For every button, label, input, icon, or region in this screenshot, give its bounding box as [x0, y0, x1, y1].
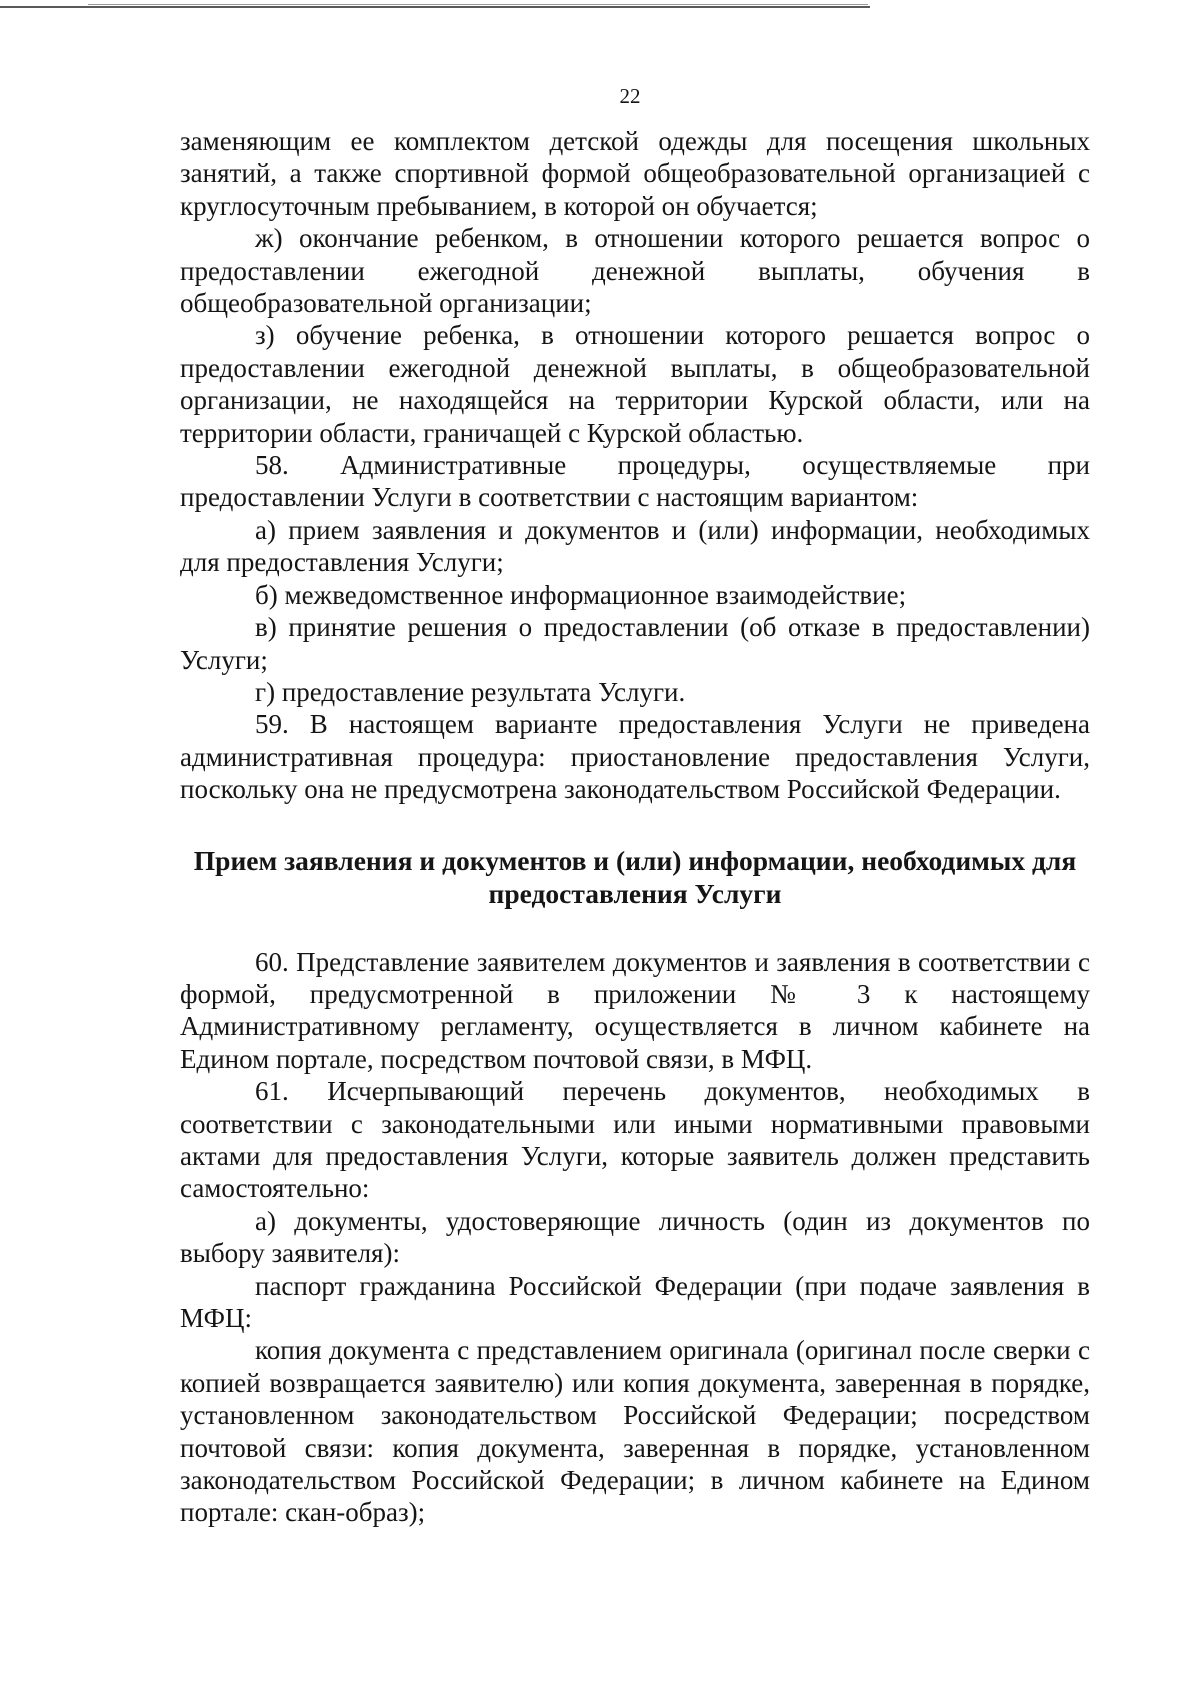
paragraph-60: 60. Представление заявителем документов и заявления в соответствии с формой, предусмотренной в приложении № 3 к настоящему Административному регламенту, осуществляется в личном кабинете на Едином портале, посредством почтовой связи, в МФЦ. — [180, 946, 1090, 1074]
paragraph-61-a: а) документы, удостоверяющие личность (один из документов по выбору заявителя): — [180, 1205, 1090, 1269]
document-body — [180, 125, 1090, 1529]
paragraph-59: 59. В настоящем варианте предоставления Услуги не приведена административная процедура: приостановление предоставления Услуги, поскольку она не предусмотрена законодательством Российской Федерации. — [180, 709, 1090, 805]
paragraph-item-zh: ж) окончание ребенком, в отношении которого решается вопрос о предоставлении ежегодной денежной выплаты, обучения в общеобразовательной организации; — [180, 223, 1090, 319]
paragraph-58-a: а) прием заявления и документов и (или) информации, необходимых для предоставления Услуги; — [180, 514, 1090, 578]
paragraph-58-g: г) предоставление результата Услуги. — [255, 676, 686, 707]
paragraph-continuation: заменяющим ее комплектом детской одежды для посещения школьных занятий, а также спортивной формой общеобразовательной организацией с круглосуточным пребыванием, в которой он обучается; — [180, 126, 1090, 221]
section-heading — [180, 844, 1090, 910]
paragraph-passport: паспорт гражданина Российской Федерации (при подаче заявления в МФЦ: — [180, 1270, 1090, 1333]
paragraph-61: 61. Исчерпывающий перечень документов, необходимых в соответствии с законодательными или иными нормативными правовыми актами для предоставления Услуги, которые заявитель должен представить самостоятельно: — [180, 1076, 1090, 1204]
scan-edge-line — [0, 6, 870, 8]
paragraph-58-v: в) принятие решения о предоставлении (об отказе в предоставлении) Услуги; — [180, 612, 1090, 675]
page-number: 22 — [619, 84, 641, 108]
paragraph-copy-document: копия документа с представлением оригинала (оригинал после сверки с копией возвращается заявителю) или копия документа, заверенная в порядке, установленном законодательством Российской Федерации; посредством почтовой связи: копия документа, заверенная в порядке, установленном законодательством Российской Федерации; в личном кабинете на Едином портале: скан-образ); — [180, 1335, 1090, 1528]
section-heading-line-1: Прием заявления и документов и (или) информации, необходимых для — [193, 844, 1077, 876]
scan-edge-line-secondary — [88, 4, 868, 5]
paragraph-58-b: б) межведомственное информационное взаимодействие; — [255, 579, 907, 610]
section-heading-line-2: предоставления Услуги — [488, 877, 782, 909]
paragraph-item-z: з) обучение ребенка, в отношении которого решается вопрос о предоставлении ежегодной денежной выплаты, в общеобразовательной организации, не находящейся на территории Курской области, или на территории области, граничащей с Курской областью. — [180, 320, 1090, 448]
paragraph-58: 58. Административные процедуры, осуществляемые при предоставлении Услуги в соответствии с настоящим вариантом: — [180, 450, 1090, 513]
